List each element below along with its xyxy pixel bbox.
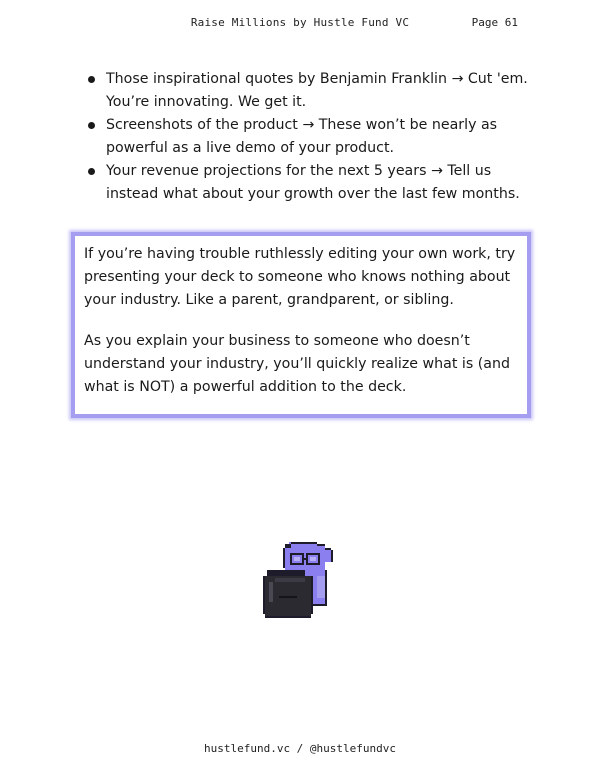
list-item-text: Your revenue projections for the next 5 years → Tell us instead what about your growth over the last few months. — [106, 163, 520, 202]
pixel-mascot-icon — [261, 540, 341, 624]
list-item — [84, 160, 534, 206]
document-title: Raise Millions by Hustle Fund VC — [190, 16, 410, 29]
callout-paragraph: As you explain your business to someone who doesn’t understand your industry, you’ll quickly realize what is (and what is NOT) a powerful addition to the deck. — [84, 333, 510, 395]
bullet-icon — [88, 76, 95, 83]
bullet-icon — [88, 168, 95, 175]
bullet-icon — [88, 122, 95, 129]
callout-paragraph: If you’re having trouble ruthlessly editing your own work, try presenting your deck to someone who knows nothing about your industry. Like a parent, grandparent, or sibling. — [84, 246, 516, 308]
list-item-text: Screenshots of the product → These won’t be nearly as powerful as a live demo of your product. — [106, 117, 498, 156]
page-number: Page 61 — [471, 16, 518, 29]
list-item-text: Those inspirational quotes by Benjamin Franklin → Cut 'em. You’re innovating. We get it. — [106, 71, 528, 110]
page-header — [0, 16, 600, 34]
tip-callout-box — [71, 232, 531, 418]
page-footer: hustlefund.vc / @hustlefundvc — [203, 742, 397, 755]
list-item — [84, 68, 534, 114]
bullet-list — [84, 68, 534, 206]
list-item — [84, 114, 534, 160]
